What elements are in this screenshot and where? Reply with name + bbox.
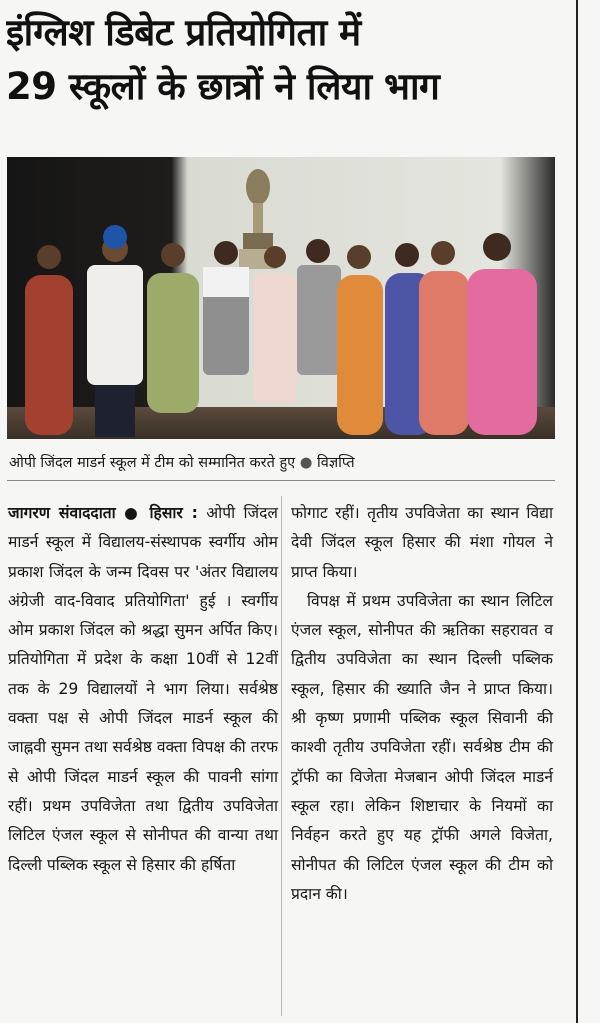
caption-divider [7, 480, 555, 481]
news-photo [7, 157, 555, 439]
article-column-left [8, 499, 278, 880]
award-ceremony-photo [7, 157, 555, 439]
article-column-right [291, 499, 553, 909]
byline: जागरण संवाददाता [8, 504, 116, 522]
caption-credit: विज्ञप्ति [317, 455, 355, 471]
column-rule [576, 0, 578, 1023]
byline-bullet-icon: ● [124, 504, 142, 522]
caption-bullet-icon: ● [299, 455, 313, 471]
dateline-place: हिसार : [149, 504, 198, 522]
photo-caption [9, 452, 569, 474]
headline-line-2: 29 स्कूलों के छात्रों ने लिया भाग [6, 65, 440, 108]
caption-text: ओपी जिंदल माडर्न स्कूल में टीम को सम्मानित करते हुए [9, 455, 296, 471]
headline [6, 6, 571, 114]
article-text-left: ओपी जिंदल माडर्न स्कूल में विद्यालय-संस्थापक स्वर्गीय ओम प्रकाश जिंदल के जन्म दिवस पर 'अंतर विद्यालय अंग्रेजी वाद-विवाद प्रतियोगिता' हुई । स्वर्गीय ओम प्रकाश जिंदल को श्रद्धा सुमन अर्पित किए। प्रतियोगिता में प्रदेश के कक्षा 10वीं से 12वीं तक के 29 विद्यालयों ने भाग लिया। सर्वश्रेष्ठ वक्ता पक्ष से ओपी जिंदल माडर्न स्कूल की जाह्नवी सुमन तथा सर्वश्रेष्ठ वक्ता विपक्ष की तरफ से ओपी जिंदल माडर्न स्कूल की पावनी सांगा रहीं। प्रथम उपविजेता तथा द्वितीय उपविजेता लिटिल एंजल स्कूल से सोनीपत की वान्या तथा दिल्ली पब्लिक स्कूल से हिसार की हर्षिता [8, 504, 278, 874]
headline-line-1: इंग्लिश डिबेट प्रतियोगिता में [6, 11, 361, 54]
article-paragraph-2: विपक्ष में प्रथम उपविजेता का स्थान लिटिल एंजल स्कूल, सोनीपत की ऋतिका सहरावत व द्वितीय उपविजेता का स्थान दिल्ली पब्लिक स्कूल, हिसार की ख्याति जैन ने प्राप्त किया। श्री कृष्ण प्रणामी पब्लिक स्कूल सिवानी की काश्वी तृतीय उपविजेता रहीं। सर्वश्रेष्ठ टीम की ट्रॉफी का विजेता मेजबान ओपी जिंदल माडर्न स्कूल रहा। लेकिन शिष्टाचार के नियमों का निर्वहन करते हुए यह ट्रॉफी अगले विजेता, सोनीपत की लिटिल एंजल स्कूल की टीम को प्रदान की। [291, 591, 553, 903]
column-divider [281, 496, 282, 1016]
article-text-right-top: फोगाट रहीं। तृतीय उपविजेता का स्थान विद्या देवी जिंदल स्कूल हिसार की मंशा गोयल ने प्राप्त किया। [291, 504, 553, 581]
